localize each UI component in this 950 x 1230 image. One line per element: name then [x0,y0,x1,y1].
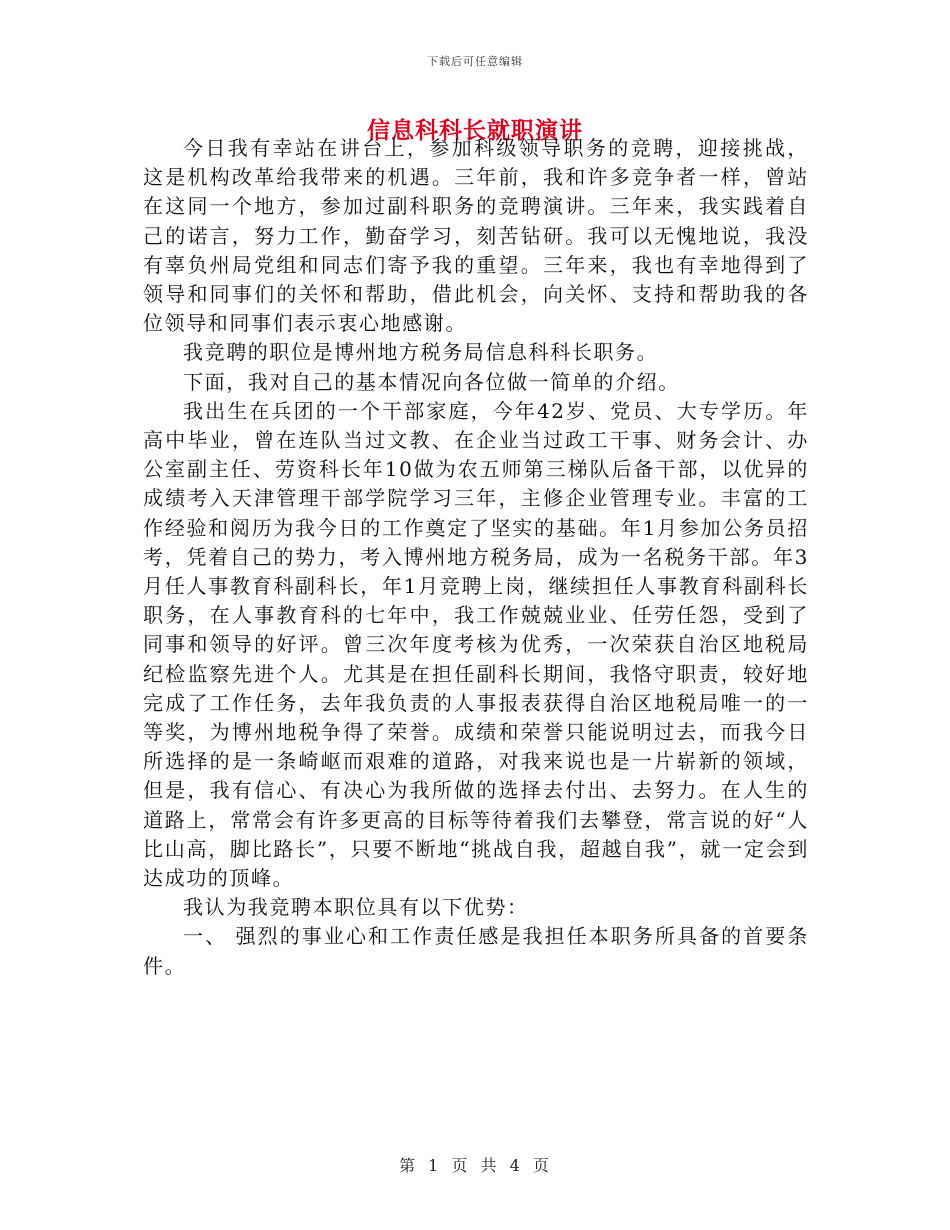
page-number: 第 1 页 共 4 页 [399,1156,551,1175]
paragraph-intro: 下面，我对自己的基本情况向各位做一简单的介绍。 [183,369,680,394]
document-body [143,134,809,981]
document-title: 信息科科长就职演讲 [367,117,583,144]
paragraph-position: 我竞聘的职位是博州地方税务局信息科科长职务。 [183,340,659,365]
paragraph-background: 我出生在兵团的一个干部家庭，今年42岁、党员、大专学历。年高中毕业，曾在连队当过文教、在企业当过政工干事、财务会计、办公室副主任、劳资科长年10做为农五师第三梯队后备干部，以优异的成绩考入天津管理干部学院学习三年，主修企业管理专业。丰富的工作经验和阅历为我今日的工作奠定了坚实的基础。年1月参加公务员招考，凭着自己的势力，考入博州地方税务局，成为一名税务干部。年3月任人事教育科副科长，年1月竞聘上岗，继续担任人事教育科副科长职务，在人事教育科的七年中，我工作兢兢业业、任劳任怨，受到了同事和领导的好评。曾三次年度考核为优秀，一次荣获自治区地税局纪检监察先进个人。尤其是在担任副科长期间，我恪守职责，较好地完成了工作任务，去年我负责的人事报表获得自治区地税局唯一的一等奖，为博州地税争得了荣誉。成绩和荣誉只能说明过去，而我今日所选择的是一条崎岖而艰难的道路，对我来说也是一片崭新的领域，但是，我有信心、有决心为我所做的选择去付出、去努力。在人生的道路上，常常会有许多更高的目标等待着我们去攀登，常言说的好“人比山高，脚比路长”，只要不断地“挑战自我，超越自我”，就一定会到达成功的顶峰。 [143,398,809,891]
paragraph-advantages: 我认为我竞聘本职位具有以下优势： [183,895,529,920]
paragraph-advantage-one: 一、 强烈的事业心和工作责任感是我担任本职务所具备的首要条件。 [143,924,809,978]
page-header: 下载后可任意编辑 [427,55,523,68]
paragraph-opening: 今日我有幸站在讲台上，参加科级领导职务的竞聘，迎接挑战，这是机构改革给我带来的机遇。三年前，我和许多竞争者一样，曾站在这同一个地方，参加过副科职务的竞聘演讲。三年来，我实践着自己的诺言，努力工作，勤奋学习，刻苦钻研。我可以无愧地说，我没有辜负州局党组和同志们寄予我的重望。三年来，我也有幸地得到了领导和同事们的关怀和帮助，借此机会，向关怀、支持和帮助我的各位领导和同事们表示衷心地感谢。 [143,136,809,336]
